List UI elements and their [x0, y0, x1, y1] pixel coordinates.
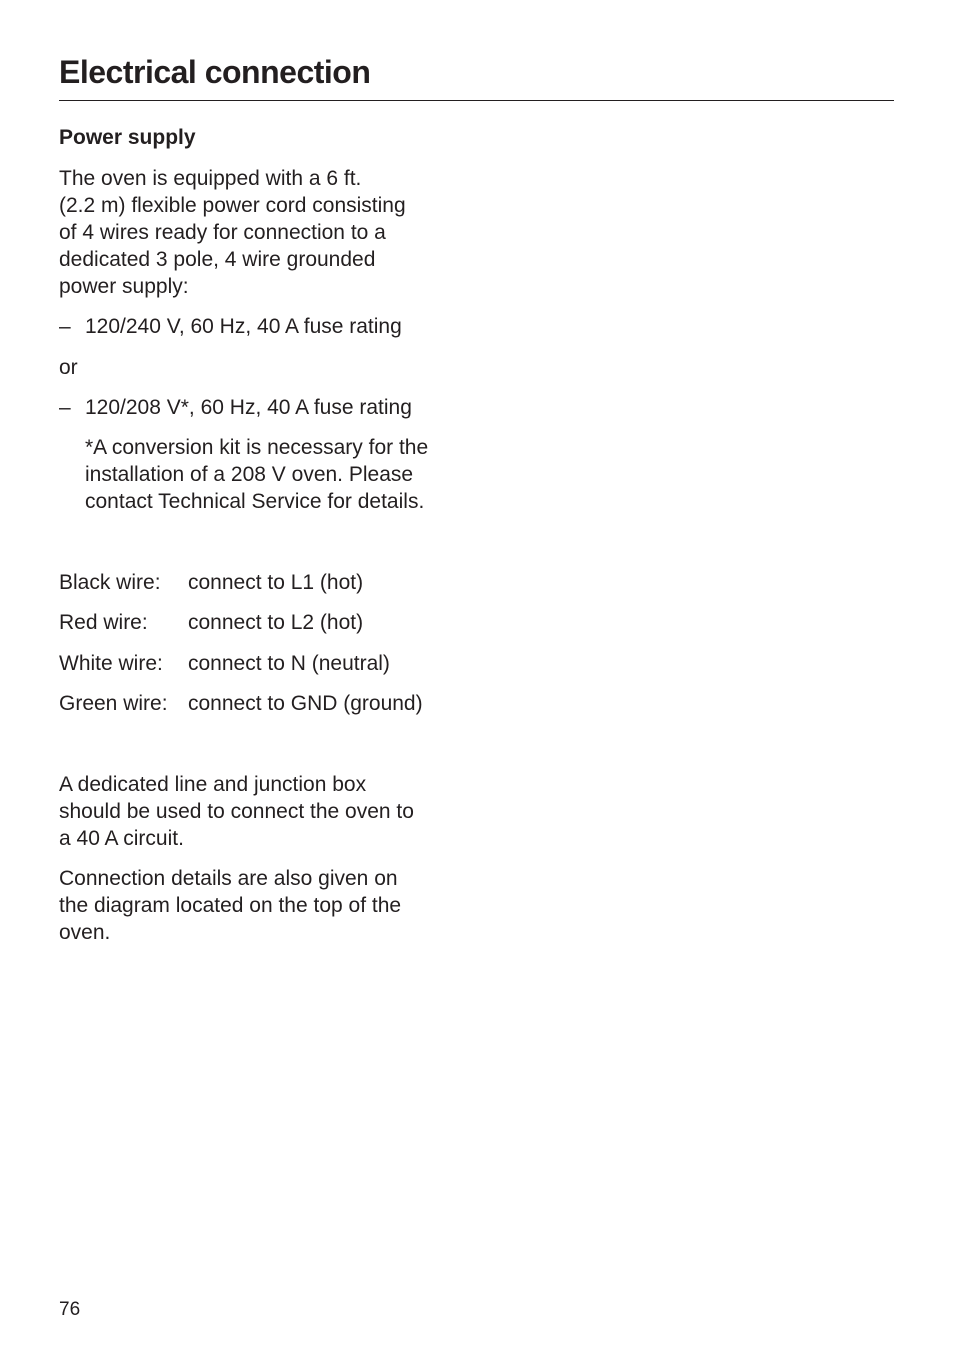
dash-bullet: –: [59, 315, 71, 338]
dash-bullet: –: [59, 396, 71, 419]
wire-label: Black wire:: [59, 571, 161, 594]
page-title: Electrical connection: [59, 54, 371, 90]
conversion-note: *A conversion kit is necessary for the installation of a 208 V oven. Please contact Technical Service for details.: [85, 436, 429, 513]
wire-label: Green wire:: [59, 692, 168, 715]
wire-connection: connect to L1 (hot): [188, 571, 364, 594]
or-text: or: [59, 356, 78, 379]
page-number: 76: [59, 1299, 81, 1320]
wire-label: Red wire:: [59, 611, 148, 634]
wire-connection: connect to GND (ground): [188, 692, 423, 715]
supply-option-text: 120/240 V, 60 Hz, 40 A fuse rating: [85, 315, 402, 338]
wire-connection: connect to L2 (hot): [188, 611, 364, 634]
junction-paragraph: A dedicated line and junction box should be used to connect the oven to a 40 A circuit.: [59, 773, 414, 850]
intro-paragraph: The oven is equipped with a 6 ft. (2.2 m) flexible power cord consisting of 4 wires ready for connection to a dedicated 3 pole, 4 wire grounded power supply:: [59, 167, 406, 298]
supply-option-text: 120/208 V*, 60 Hz, 40 A fuse rating: [85, 396, 412, 419]
details-paragraph: Connection details are also given on the diagram located on the top of the oven.: [59, 867, 402, 944]
wire-connection: connect to N (neutral): [188, 652, 390, 675]
title-divider: [59, 100, 894, 101]
wire-label: White wire:: [59, 652, 163, 675]
section-heading: Power supply: [59, 126, 196, 149]
